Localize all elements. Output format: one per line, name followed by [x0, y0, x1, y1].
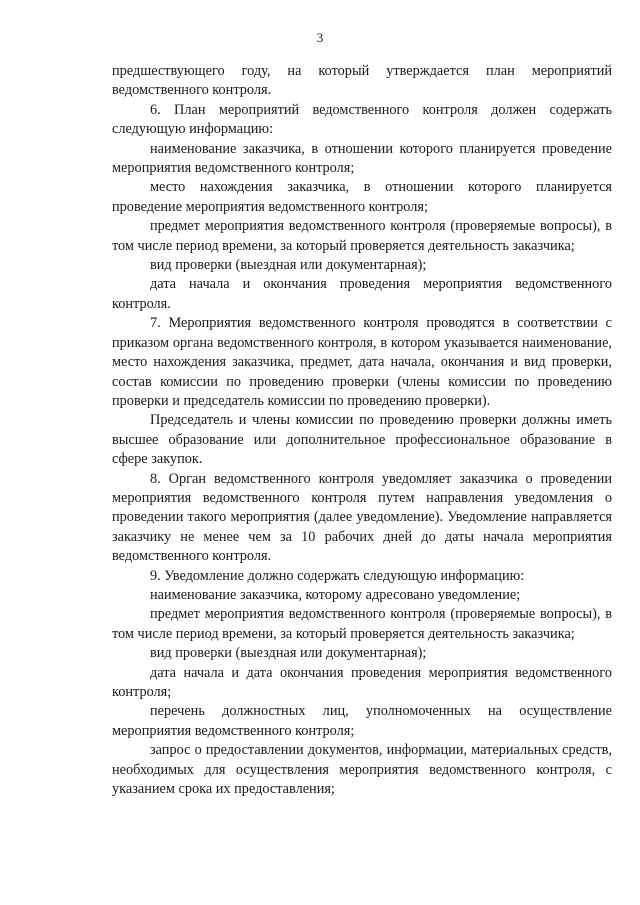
- document-body: [112, 62, 612, 799]
- paragraph: 7. Мероприятия ведомственного контроля проводятся в соответствии с приказом органа ведомственного контроля, в котором указывается наименование, место нахождения заказчика, предмет, дата начала, окончания и вид проверки, состав комиссии по проведению проверки (члены комиссии по проведению проверки и председатель комиссии по проведению проверки).: [112, 315, 612, 409]
- paragraph: предмет мероприятия ведомственного контроля (проверяемые вопросы), в том числе период времени, за который проверяется деятельность заказчика;: [112, 218, 612, 254]
- paragraph: наименование заказчика, в отношении которого планируется проведение мероприятия ведомственного контроля;: [112, 140, 612, 177]
- paragraph: место нахождения заказчика, в отношении которого планируется проведение мероприятия ведомственного контроля;: [112, 179, 612, 215]
- paragraph: вид проверки (выездная или документарная);: [150, 645, 427, 662]
- paragraph: дата начала и дата окончания проведения мероприятия ведомственного контроля;: [112, 664, 612, 700]
- paragraph: 6. План мероприятий ведомственного контроля должен содержать следующую информацию:: [112, 101, 612, 138]
- paragraph: предмет мероприятия ведомственного контроля (проверяемые вопросы), в том числе период времени, за который проверяется деятельность заказчика;: [112, 606, 612, 642]
- paragraph: наименование заказчика, которому адресовано уведомление;: [150, 586, 521, 603]
- paragraph: вид проверки (выездная или документарная);: [150, 257, 427, 274]
- paragraph: 8. Орган ведомственного контроля уведомляет заказчика о проведении мероприятия ведомственного контроля путем направления уведомления о проведении такого мероприятия (далее уведомление). Уведомление направляется заказчику не менее чем за 10 рабочих дней до даты начала мероприятия ведомственного контроля.: [112, 470, 612, 565]
- paragraph: Председатель и члены комиссии по проведению проверки должны иметь высшее образование или дополнительное профессиональное образование в сфере закупок.: [112, 412, 612, 468]
- paragraph: предшествующего году, на который утверждается план мероприятий ведомственного контроля.: [112, 63, 612, 99]
- paragraph: дата начала и окончания проведения мероприятия ведомственного контроля.: [112, 276, 612, 312]
- paragraph: перечень должностных лиц, уполномоченных на осуществление мероприятия ведомственного контроля;: [112, 703, 612, 739]
- page-number: 3: [316, 30, 324, 45]
- paragraph: 9. Уведомление должно содержать следующую информацию:: [150, 567, 525, 584]
- paragraph: запрос о предоставлении документов, информации, материальных средств, необходимых для осуществления мероприятия ведомственного контроля, с указанием срока их предоставления;: [112, 742, 612, 798]
